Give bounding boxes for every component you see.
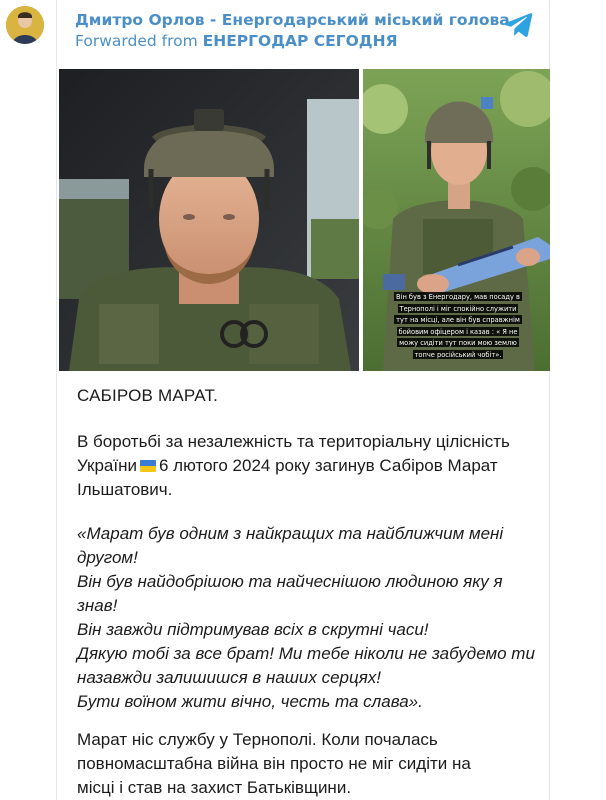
telegram-icon[interactable] xyxy=(503,12,533,38)
quote-line: Він завжди підтримував всіх в скрутні часи! xyxy=(77,620,429,639)
text-line: повномасштабна війна він просто не міг сидіти на xyxy=(77,754,471,773)
ukraine-flag-icon xyxy=(140,460,156,472)
photo-caption-overlay xyxy=(369,291,547,360)
forwarded-prefix: Forwarded from xyxy=(75,32,198,50)
sender-name[interactable]: Дмитро Орлов - Енергодарський міський голова xyxy=(75,11,510,29)
caption-line: Тернополі і міг спокійно служити xyxy=(399,303,517,313)
caption-line: можу сидіти тут поки мою землю xyxy=(399,338,517,347)
soldier-portrait-photo xyxy=(59,69,359,371)
caption-line: тут на місці, але він був справжнім xyxy=(396,315,520,324)
avatar-photo-icon xyxy=(6,6,44,44)
text-fragment: 6 лютого 2024 року загинув Сабіров Марат xyxy=(159,456,498,475)
forwarded-source-link[interactable]: ЕНЕРГОДАР СЕГОДНЯ xyxy=(202,32,398,50)
message-card xyxy=(56,0,550,800)
quote-line: назавжди залишишся в наших серцях! xyxy=(77,668,381,687)
message-header xyxy=(75,10,510,52)
paragraph-service xyxy=(77,728,547,800)
paragraph-intro xyxy=(77,430,547,502)
text-fragment: України xyxy=(77,456,137,475)
caption-line: топче російський чобіт». xyxy=(414,349,502,359)
photo-soldier-in-car[interactable] xyxy=(59,69,359,371)
channel-avatar[interactable] xyxy=(6,6,44,44)
quote-line: Бути воїном жити вічно, честь та слава». xyxy=(77,692,423,711)
post-title: САБІРОВ МАРАТ. xyxy=(77,386,219,405)
quote-line: «Марат був одним з найкращих та найближчим мені xyxy=(77,524,504,543)
caption-line: Він був з Енергодару, мав посаду в xyxy=(396,292,520,301)
paragraph-quote xyxy=(77,522,547,714)
caption-line: бойовим офіцером і казав : « Я не xyxy=(398,326,518,336)
quote-line: знав! xyxy=(77,596,118,615)
text-line-with-flag xyxy=(77,454,547,478)
quote-line: другом! xyxy=(77,548,138,567)
text-line: Марат ніс службу у Тернополі. Коли почалась xyxy=(77,730,438,749)
forwarded-from xyxy=(75,31,495,52)
text-line: Ільшатович. xyxy=(77,480,173,499)
media-album xyxy=(59,69,550,371)
photo-soldier-with-shell[interactable] xyxy=(363,69,550,371)
text-line: В боротьбі за незалежність та територіальну цілісність xyxy=(77,432,510,451)
quote-line: Він був найдобрішою та найчеснішою людиною яку я xyxy=(77,572,503,591)
text-line: місці і став на захист Батьківщини. xyxy=(77,778,352,797)
quote-line: Дякую тобі за все брат! Ми тебе ніколи не забудемо ти xyxy=(77,644,535,663)
